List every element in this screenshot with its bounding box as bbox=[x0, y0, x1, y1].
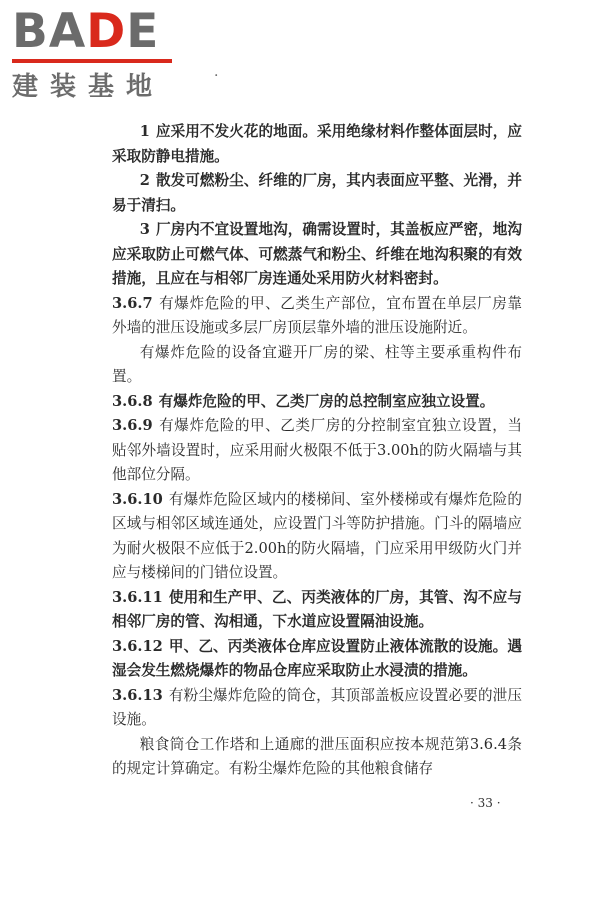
paragraph bbox=[112, 635, 522, 684]
clause-text: 甲、乙、丙类液体仓库应设置防止液体流散的设施。遇湿会发生燃烧爆炸的物品仓库应采取防止水浸渍的措施。 bbox=[112, 637, 522, 679]
clause-number: 3.6.7 bbox=[112, 294, 153, 312]
header-dot: · bbox=[214, 68, 219, 84]
clause-number: 3.6.8 bbox=[112, 392, 153, 410]
paragraph bbox=[112, 733, 522, 782]
clause-text: 有爆炸危险的设备宜避开厂房的梁、柱等主要承重构件布置。 bbox=[112, 343, 522, 385]
paragraph bbox=[112, 341, 522, 390]
paragraph bbox=[112, 488, 522, 586]
logo-subtitle: 建装基地 bbox=[12, 72, 165, 102]
clause-text: 有爆炸危险的甲、乙类厂房的总控制室应独立设置。 bbox=[158, 392, 495, 410]
clause-text: 散发可燃粉尘、纤维的厂房，其内表面应平整、光滑，并易于清扫。 bbox=[112, 172, 522, 214]
paragraph bbox=[112, 586, 522, 635]
paragraph bbox=[112, 292, 522, 341]
clause-text: 有爆炸危险的甲、乙类厂房的分控制室宜独立设置，当贴邻外墙设置时，应采用耐火极限不低于3.00h的防火隔墙与其他部位分隔。 bbox=[112, 417, 522, 483]
clause-number: 3.6.12 bbox=[112, 637, 163, 655]
clause-number: 2 bbox=[139, 172, 150, 189]
clause-text: 使用和生产甲、乙、丙类液体的厂房，其管、沟不应与相邻厂房的管、沟相通，下水道应设置隔油设施。 bbox=[112, 588, 522, 630]
logo-wordmark bbox=[12, 6, 192, 58]
clause-text: 有粉尘爆炸危险的筒仓，其顶部盖板应设置必要的泄压设施。 bbox=[112, 686, 522, 728]
logo-prefix: BA bbox=[12, 4, 87, 59]
paragraph bbox=[112, 390, 522, 415]
clause-text: 应采用不发火花的地面。采用绝缘材料作整体面层时，应采取防静电措施。 bbox=[112, 123, 522, 165]
logo-suffix: E bbox=[126, 4, 160, 59]
clause-text: 厂房内不宜设置地沟，确需设置时，其盖板应严密，地沟应采取防止可燃气体、可燃蒸气和粉尘、纤维在地沟积聚的有效措施，且应在与相邻厂房连通处采用防火材料密封。 bbox=[112, 221, 522, 287]
clause-number: 3 bbox=[139, 221, 150, 238]
paragraph bbox=[112, 169, 522, 218]
logo-underline bbox=[12, 59, 172, 63]
clause-text: 粮食筒仓工作塔和上通廊的泄压面积应按本规范第3.6.4条的规定计算确定。有粉尘爆炸危险的其他粮食储存 bbox=[112, 735, 522, 777]
page-number: · 33 · bbox=[470, 796, 501, 810]
bade-logo bbox=[12, 6, 192, 103]
clause-number: 3.6.11 bbox=[112, 588, 163, 606]
clause-number: 3.6.9 bbox=[112, 417, 153, 434]
paragraph bbox=[112, 218, 522, 292]
paragraph bbox=[112, 414, 522, 488]
paragraph bbox=[112, 120, 522, 169]
clause-text: 有爆炸危险区域内的楼梯间、室外楼梯或有爆炸危险的区域与相邻区域连通处，应设置门斗等防护措施。门斗的隔墙应为耐火极限不应低于2.00h的防火隔墙，门应采用甲级防火门并应与楼梯间的门错位设置。 bbox=[112, 490, 522, 581]
document-body bbox=[112, 120, 522, 782]
paragraph bbox=[112, 684, 522, 733]
clause-text: 有爆炸危险的甲、乙类生产部位，宜布置在单层厂房靠外墙的泄压设施或多层厂房顶层靠外墙的泄压设施附近。 bbox=[112, 294, 522, 336]
clause-number: 3.6.13 bbox=[112, 686, 163, 704]
clause-number: 3.6.10 bbox=[112, 490, 163, 508]
logo-accent-letter: D bbox=[86, 4, 127, 59]
clause-number: 1 bbox=[139, 123, 150, 140]
